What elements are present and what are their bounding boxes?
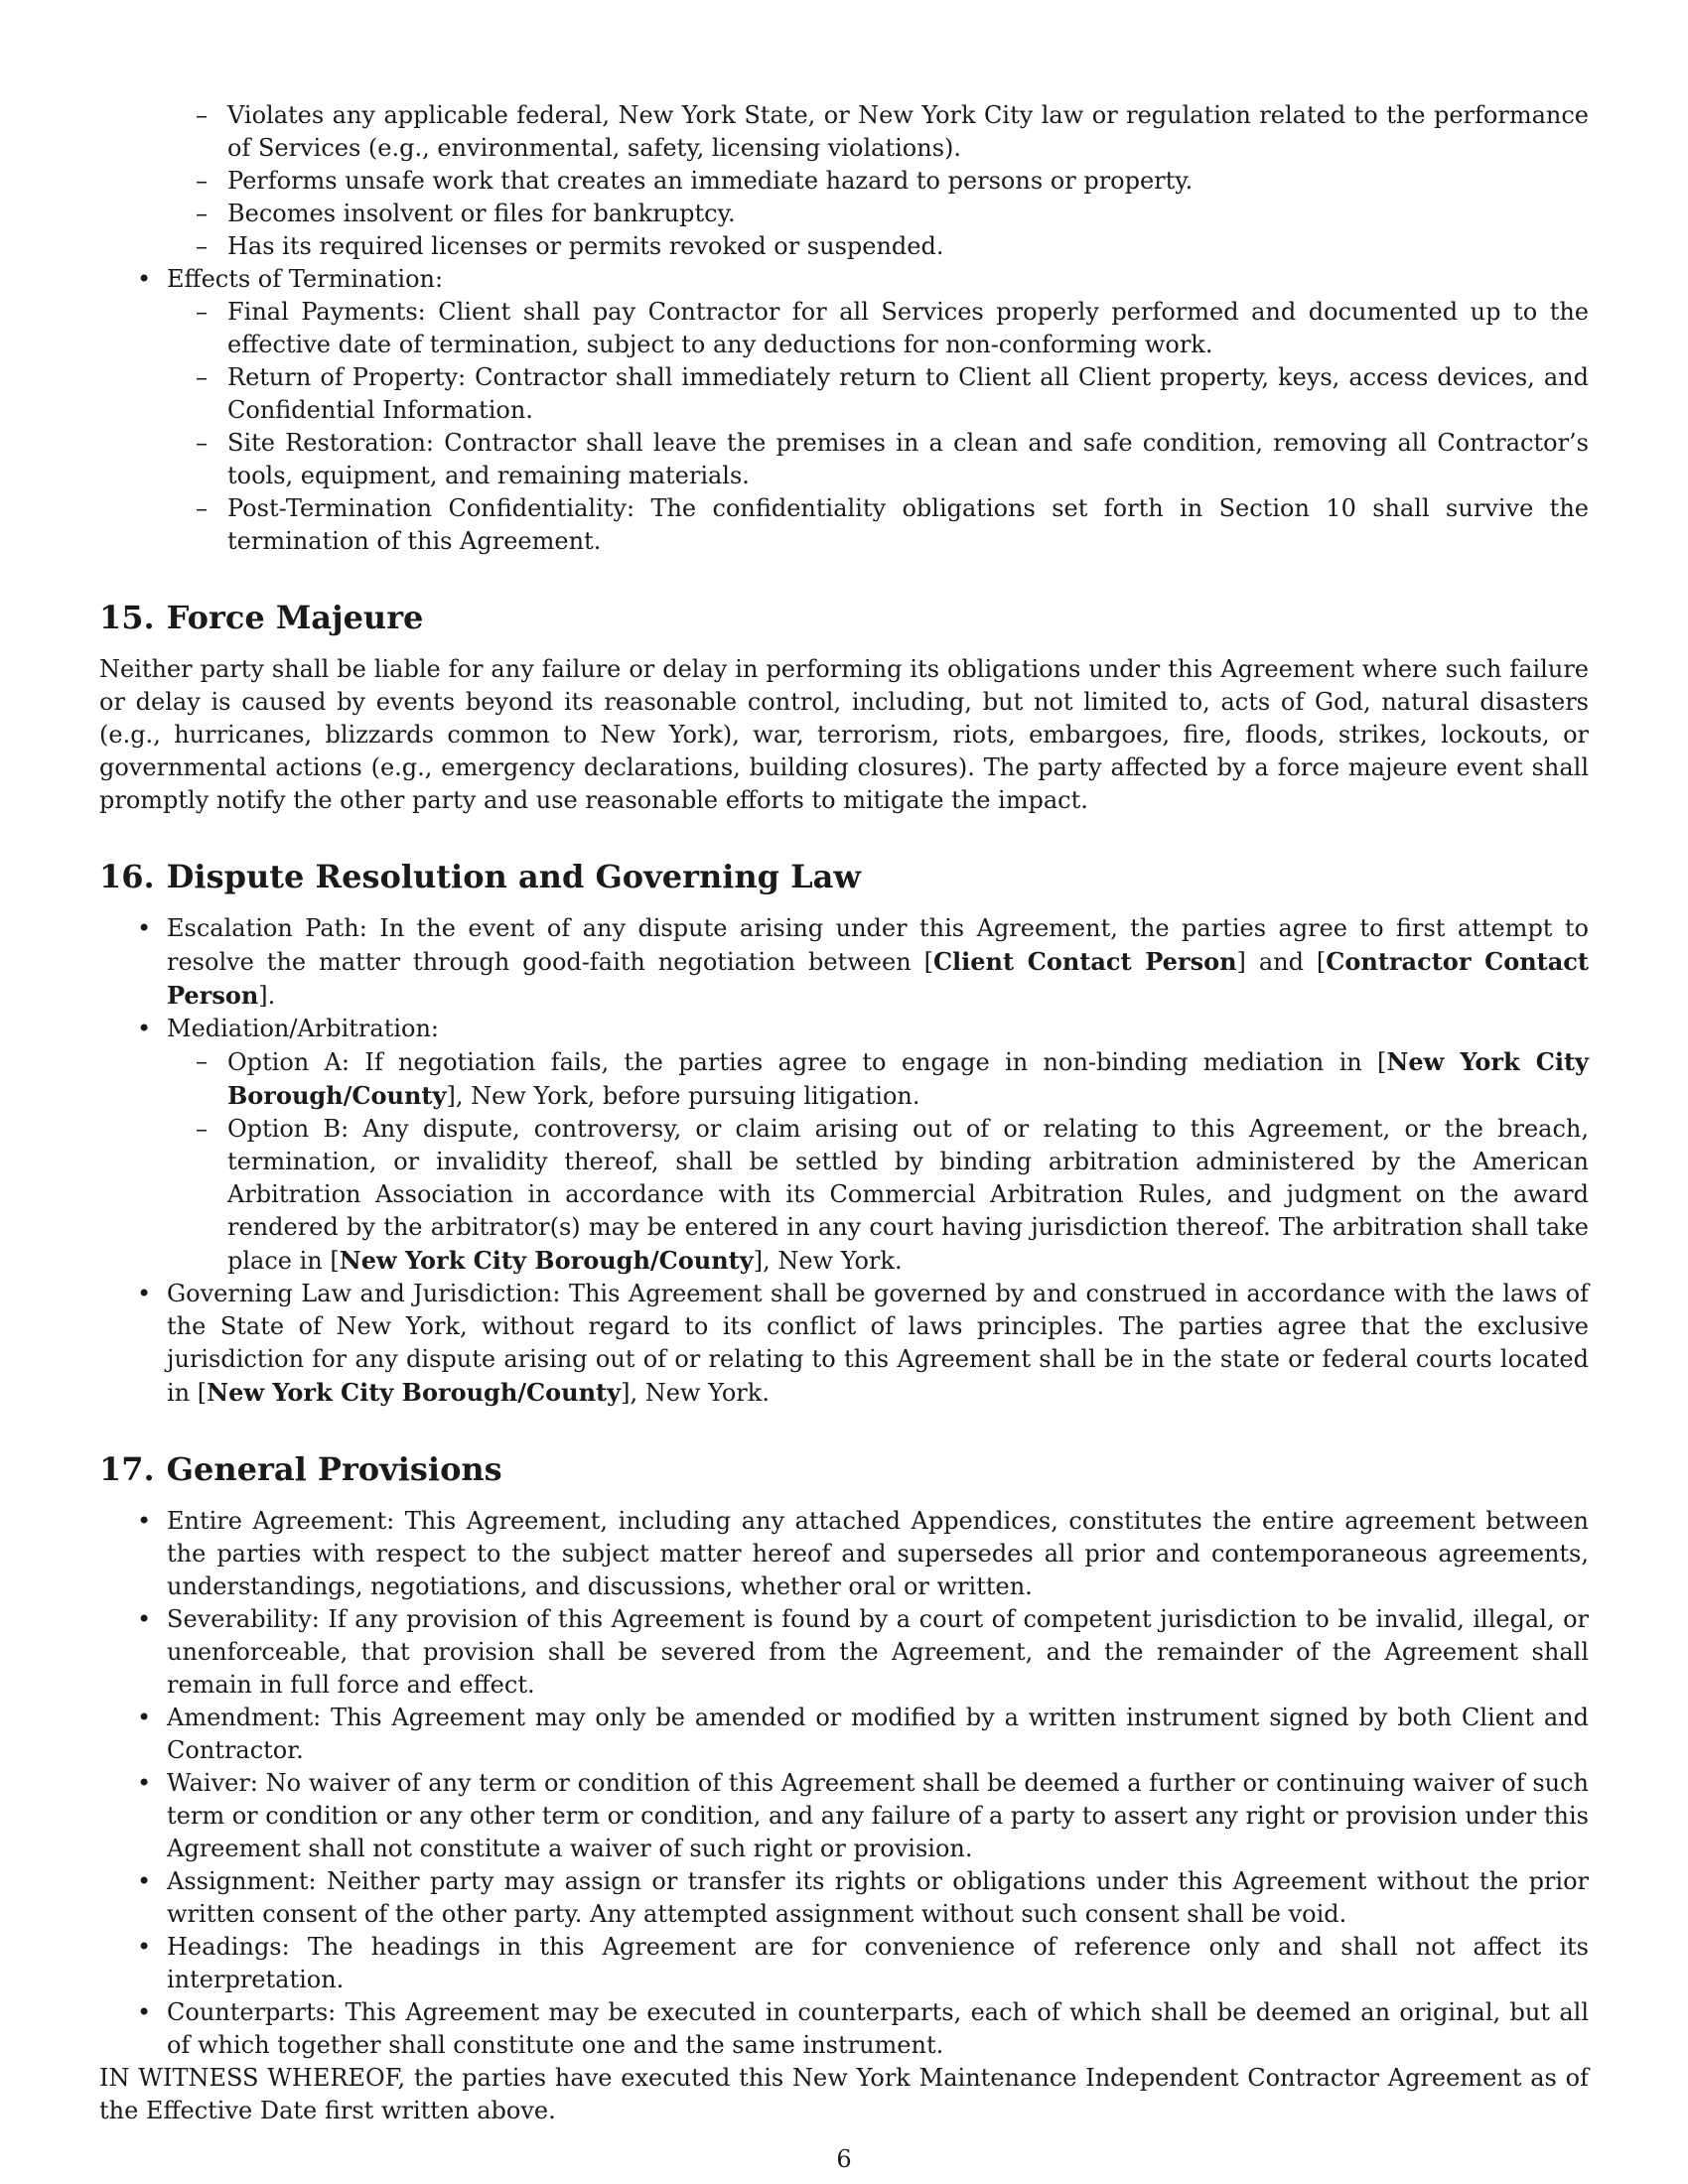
page-number: 6 bbox=[836, 2145, 852, 2173]
section-heading bbox=[99, 857, 1589, 896]
section-body: Neither party shall be liable for any failure or delay in performing its obligations under this Agreement where such failure or delay is caused by events beyond its reasonable control, including, but not limited to, acts of God, natural disasters (e.g., hurricanes, blizzards common to New York), war, terrorism, riots, embargoes, fire, floods, strikes, lockouts, or governmental actions (e.g., emergency declarations, building closures). The party affected by a force majeure event shall promptly notify the other party and use reasonable efforts to mitigate the impact. bbox=[99, 655, 1589, 814]
list-item: • Severability: If any provision of this Agreement is found by a court of competent jurisdiction to be invalid, illegal, or unenforceable, that provision shall be severed from the Agreement, and the remainder of the Agreement shall remain in full force and effect. bbox=[99, 1603, 1589, 1702]
list-item: • Entire Agreement: This Agreement, including any attached Appendices, constitutes the entire agreement between the parties with respect to the subject matter hereof and supersedes all prior and contemporaneous agreements, understandings, negotiations, and discussions, whether oral or written. bbox=[99, 1505, 1589, 1603]
list-item: • Governing Law and Jurisdiction: This Agreement shall be governed by and construed in accordance with the laws of the State of New York, without regard to its conflict of laws principles. The parties agree that the exclusive jurisdiction for any dispute arising out of or relating to this Agreement shall be in the state or federal courts located in [New York City Borough/County], New York. bbox=[99, 1278, 1589, 1410]
text-run: . bbox=[267, 982, 276, 1010]
list-item: – Violates any applicable federal, New York State, or New York City law or regulation related to the performance of Services (e.g., environmental, safety, licensing violations). bbox=[167, 99, 1589, 165]
list-item: – Option B: Any dispute, controversy, or claim arising out of or relating to this Agreement, or the breach, termination, or invalidity thereof, shall be settled by binding arbitration administered by the American Arbitration Association in accordance with its Commercial Arbitration Rules, and judgment on the award rendered by the arbitrator(s) may be entered in any court having jurisdiction thereof. The arbitration shall take place in [New York City Borough/County], New York. bbox=[167, 1113, 1589, 1278]
section-force-majeure bbox=[99, 598, 1589, 817]
list-item: – Has its required licenses or permits revoked or suspended. bbox=[167, 230, 1589, 263]
list-item: • Amendment: This Agreement may only be amended or modified by a written instrument signed by both Client and Contractor. bbox=[99, 1702, 1589, 1767]
list-item: – Post-Termination Confidentiality: The confidentiality obligations set forth in Section 10 shall survive the termination of this Agreement. bbox=[167, 492, 1589, 558]
list-item: – Becomes insolvent or files for bankruptcy. bbox=[167, 198, 1589, 230]
list-item: – Final Payments: Client shall pay Contractor for all Services properly performed and documented up to the effective date of termination, subject to any deductions for non-conforming work. bbox=[167, 296, 1589, 361]
section-general-provisions bbox=[99, 1449, 1589, 2062]
effects-sublist bbox=[167, 296, 1589, 558]
text-run: , New York, before pursuing litigation. bbox=[455, 1082, 920, 1110]
list-item: • Headings: The headings in this Agreement are for convenience of reference only and shall not affect its interpretation. bbox=[99, 1931, 1589, 1996]
section-number: 15. bbox=[99, 599, 155, 636]
section-heading bbox=[99, 1449, 1589, 1489]
effects-list bbox=[99, 263, 1589, 558]
placeholder: New York City Borough/County bbox=[207, 1378, 622, 1407]
mediation-options bbox=[167, 1045, 1589, 1278]
list-item: • Escalation Path: In the event of any dispute arising under this Agreement, the parties agree to first attempt to resolve the matter through good-faith negotiation between [Client Contact Person] and [Contractor Contact Person]. bbox=[99, 912, 1589, 1013]
provisions-list bbox=[99, 1505, 1589, 2062]
effects-label: Effects of Termination: bbox=[167, 265, 444, 293]
list-item: – Site Restoration: Contractor shall leave the premises in a clean and safe condition, removing all Contractor’s tools, equipment, and remaining materials. bbox=[167, 427, 1589, 492]
text-run: Option B: Any dispute, controversy, or claim arising out of or relating to this Agreement, or the breach, termination, or invalidity thereof, shall be settled by binding arbitration administered by the American Arbitration Association in accordance with its Commercial Arbitration Rules, and judgment on the award rendered by the arbitrator(s) may be entered in any court having jurisdiction thereof. The arbitration shall take place in bbox=[227, 1115, 1589, 1275]
section-title: General Provisions bbox=[166, 1450, 502, 1488]
mediation-label: Mediation/Arbitration: bbox=[167, 1015, 440, 1042]
text-run: Escalation Path: In the event of any dispute arising under this Agreement, the parties agree to first attempt to resolve the matter through good-faith negotiation between bbox=[167, 914, 1589, 976]
section-number: 16. bbox=[99, 858, 155, 895]
text-run: Governing Law and Jurisdiction: This Agreement shall be governed by and construed in accordance with the laws of the State of New York, without regard to its conflict of laws principles. The parties agree that the exclusive jurisdiction for any dispute arising out of or relating to this Agreement shall be in the state or federal courts located in bbox=[167, 1280, 1589, 1407]
list-item bbox=[99, 263, 1589, 558]
list-item: • Assignment: Neither party may assign or transfer its rights or obligations under this Agreement without the prior written consent of the other party. Any attempted assignment without such consent shall be void. bbox=[99, 1865, 1589, 1931]
list-item: – Return of Property: Contractor shall immediately return to Client all Client property, keys, access devices, and Confidential Information. bbox=[167, 361, 1589, 427]
text-run: and bbox=[1245, 948, 1317, 976]
text-run: , New York. bbox=[630, 1379, 770, 1407]
section-title: Dispute Resolution and Governing Law bbox=[166, 858, 861, 895]
section-heading bbox=[99, 598, 1589, 637]
placeholder: New York City Borough/County bbox=[339, 1246, 754, 1275]
termination-causes-list bbox=[99, 99, 1589, 263]
placeholder: Client Contact Person bbox=[932, 947, 1237, 976]
list-item: • Waiver: No waiver of any term or condition of this Agreement shall be deemed a further or continuing waiver of such term or condition or any other term or condition, and any failure of a party to assert any right or provision under this Agreement shall not constitute a waiver of such right or provision. bbox=[99, 1767, 1589, 1865]
witness-clause: IN WITNESS WHEREOF, the parties have executed this New York Maintenance Independent Contractor Agreement as of the Effective Date first written above. bbox=[99, 2064, 1589, 2124]
dispute-list bbox=[99, 912, 1589, 1410]
placeholder: Contractor Contact Person bbox=[167, 947, 1589, 1010]
list-item: • Counterparts: This Agreement may be executed in counterparts, each of which shall be deemed an original, but all of which together shall constitute one and the same instrument. bbox=[99, 1996, 1589, 2062]
text-run: , New York. bbox=[763, 1247, 903, 1275]
section-title: Force Majeure bbox=[166, 599, 424, 636]
section-dispute-resolution bbox=[99, 857, 1589, 1410]
list-item: – Option A: If negotiation fails, the parties agree to engage in non-binding mediation in [New York City Borough/County], New York, before pursuing litigation. bbox=[167, 1045, 1589, 1113]
page-content bbox=[99, 99, 1589, 2127]
list-item bbox=[99, 1013, 1589, 1278]
text-run: Option A: If negotiation fails, the parties agree to engage in non-binding mediation in bbox=[227, 1048, 1378, 1076]
list-item: – Performs unsafe work that creates an immediate hazard to persons or property. bbox=[167, 165, 1589, 198]
section-number: 17. bbox=[99, 1450, 155, 1488]
placeholder: New York City Borough/County bbox=[227, 1047, 1589, 1110]
termination-continuation bbox=[99, 99, 1589, 558]
